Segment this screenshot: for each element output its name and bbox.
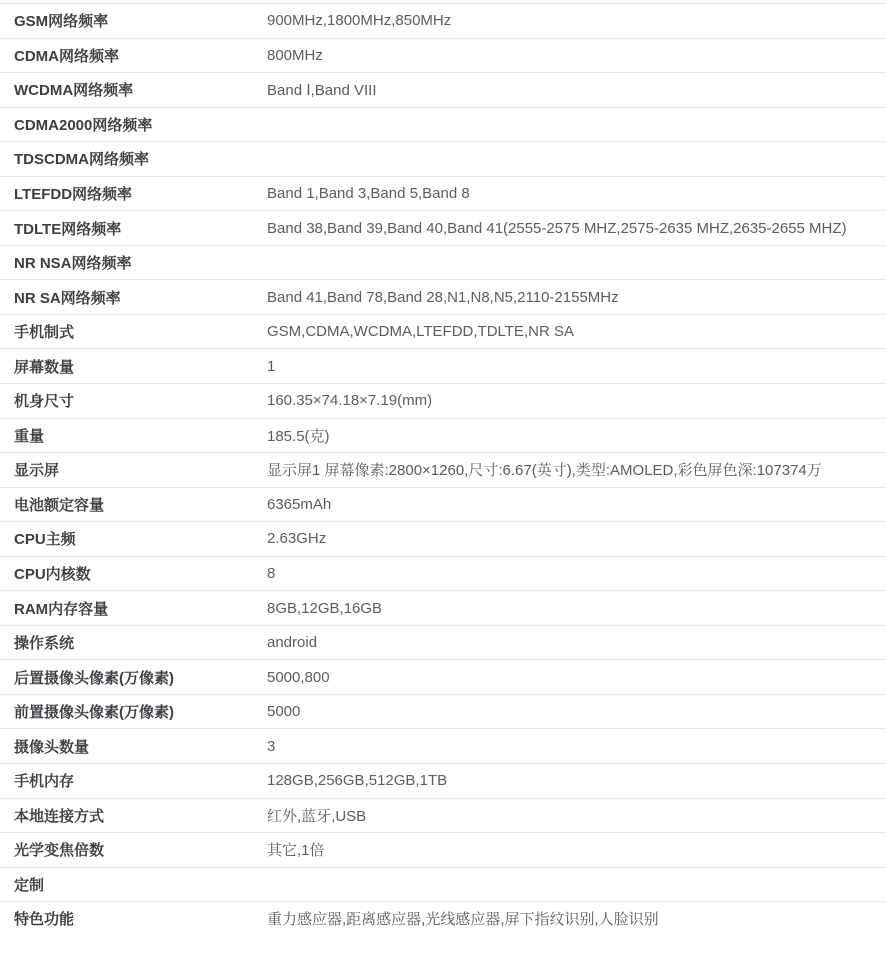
- spec-label: 机身尺寸: [14, 393, 75, 411]
- spec-value: Band Ⅰ,Band VIII: [267, 81, 377, 99]
- spec-value: 其它,1倍: [267, 842, 325, 860]
- spec-label: 显示屏: [14, 462, 60, 480]
- spec-label: CDMA2000网络频率: [14, 116, 153, 134]
- spec-label: 本地连接方式: [14, 807, 105, 825]
- spec-label: 手机制式: [14, 324, 75, 342]
- spec-label: LTEFDD网络频率: [14, 186, 133, 203]
- spec-value: 128GB,256GB,512GB,1TB: [267, 772, 448, 790]
- table-row: [0, 487, 886, 522]
- spec-label: RAM内存容量: [14, 600, 109, 618]
- table-row: [0, 3, 886, 38]
- spec-label: 操作系统: [14, 635, 75, 653]
- spec-label: GSM网络频率: [14, 13, 109, 31]
- spec-label: WCDMA网络频率: [14, 82, 134, 100]
- table-row: [0, 418, 886, 453]
- spec-value: 重力感应器,距离感应器,光线感应器,屏下指纹识别,人脸识别: [267, 911, 659, 929]
- spec-label: 光学变焦倍数: [14, 842, 105, 860]
- spec-label: 定制: [14, 876, 45, 894]
- table-row: [0, 348, 886, 383]
- spec-value: 160.35×74.18×7.19(mm): [267, 392, 433, 410]
- spec-label: NR NSA网络频率: [14, 255, 132, 273]
- spec-value: 900MHz,1800MHz,850MHz: [267, 12, 452, 30]
- table-row: [0, 38, 886, 73]
- table-row: [0, 901, 886, 936]
- table-row: [0, 763, 886, 798]
- spec-value: 8: [267, 565, 276, 583]
- table-row: [0, 107, 886, 142]
- table-row: [0, 210, 886, 245]
- spec-label: TDSCDMA网络频率: [14, 151, 149, 169]
- table-row: [0, 659, 886, 694]
- table-row: [0, 452, 886, 487]
- spec-value: 185.5(克): [267, 427, 330, 445]
- spec-value: 3: [267, 737, 276, 755]
- spec-label: 前置摄像头像素(万像素): [14, 704, 174, 722]
- spec-label: CPU主频: [14, 531, 76, 549]
- spec-label: 电池额定容量: [14, 496, 105, 514]
- spec-label: TDLTE网络频率: [14, 220, 122, 238]
- table-row: [0, 521, 886, 556]
- spec-value: 800MHz: [267, 46, 323, 64]
- table-row: [0, 176, 886, 211]
- spec-table: [0, 3, 886, 936]
- table-row: [0, 279, 886, 314]
- table-row: [0, 245, 886, 280]
- spec-label: CPU内核数: [14, 566, 91, 584]
- spec-label: 摄像头数量: [14, 738, 90, 756]
- spec-value: GSM,CDMA,WCDMA,LTEFDD,TDLTE,NR SA: [267, 323, 574, 341]
- spec-label: 屏幕数量: [14, 358, 75, 376]
- spec-label: NR SA网络频率: [14, 289, 121, 307]
- spec-value: android: [267, 634, 318, 652]
- table-row: [0, 383, 886, 418]
- spec-value: 6365mAh: [267, 495, 332, 513]
- table-row: [0, 72, 886, 107]
- spec-label: CDMA网络频率: [14, 47, 119, 65]
- spec-value: 5000,800: [267, 668, 330, 686]
- spec-label: 重量: [14, 427, 45, 445]
- table-row: [0, 556, 886, 591]
- spec-value: Band 41,Band 78,Band 28,N1,N8,N5,2110-2155MHz: [267, 288, 619, 306]
- table-row: [0, 832, 886, 867]
- spec-label: 手机内存: [14, 773, 75, 791]
- table-row: [0, 728, 886, 763]
- spec-value: 5000: [267, 703, 301, 721]
- spec-value: 8GB,12GB,16GB: [267, 599, 383, 617]
- spec-value: Band 1,Band 3,Band 5,Band 8: [267, 185, 470, 202]
- table-row: [0, 590, 886, 625]
- spec-value: 2.63GHz: [267, 530, 327, 548]
- spec-value: Band 38,Band 39,Band 40,Band 41(2555-2575 MHZ,2575-2635 MHZ,2635-2655 MHZ): [267, 219, 847, 237]
- spec-value: 红外,蓝牙,USB: [267, 807, 367, 825]
- spec-label: 后置摄像头像素(万像素): [14, 669, 174, 687]
- table-row: [0, 694, 886, 729]
- table-row: [0, 625, 886, 660]
- spec-label: 特色功能: [14, 911, 75, 929]
- spec-value: 显示屏1 屏幕像素:2800×1260,尺寸:6.67(英寸),类型:AMOLED,彩色屏色深:107374万: [267, 462, 822, 480]
- spec-value: 1: [267, 357, 276, 375]
- table-row: [0, 798, 886, 833]
- table-row: [0, 141, 886, 176]
- table-row: [0, 314, 886, 349]
- table-row: [0, 867, 886, 902]
